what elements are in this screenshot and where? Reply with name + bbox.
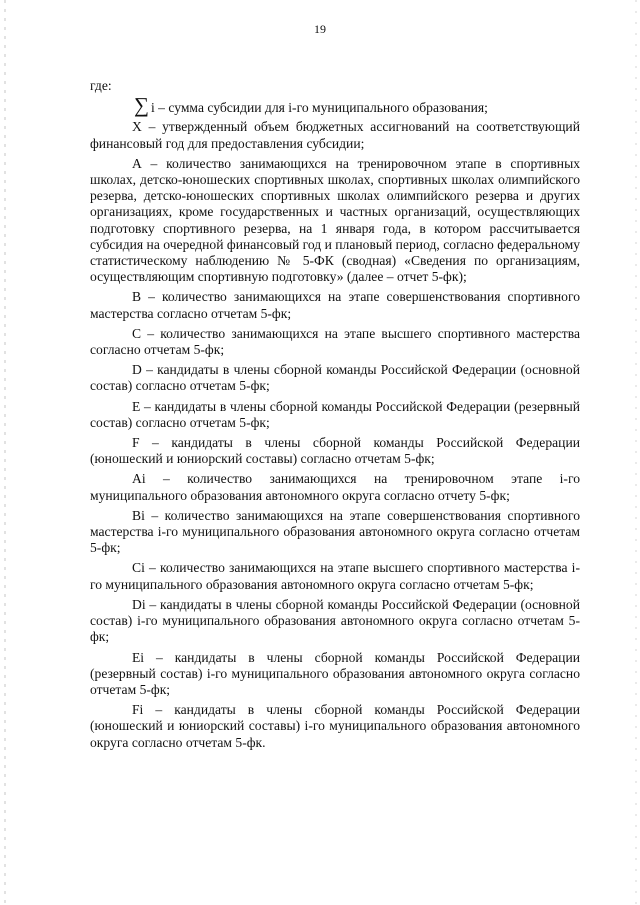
paragraph-di: Di – кандидаты в члены сборной команды Российской Федерации (основной состав) i-го муниципального образования автономного округа согласно отчетам 5-фк; — [90, 596, 580, 645]
paragraph-x: X – утвержденный объем бюджетных ассигнований на соответствующий финансовый год для предоставления субсидии; — [90, 119, 580, 151]
paragraph-c: С – количество занимающихся на этапе высшего спортивного мастерства согласно отчетам 5-фк; — [90, 325, 580, 358]
page-number: 19 — [314, 22, 326, 36]
intro-text: где: — [90, 78, 112, 93]
scan-edge-right — [635, 0, 637, 905]
paragraph-bi: Вi – количество занимающихся на этапе совершенствования спортивного мастерства i-го муниципального образования автономного округа согласно отчетам 5-фк; — [90, 507, 580, 556]
sigma-definition — [90, 93, 580, 118]
paragraph-f: F – кандидаты в члены сборной команды Российской Федерации (юношеский и юниорский составы) согласно отчетам 5-фк; — [90, 435, 580, 467]
paragraph-ei: Ei – кандидаты в члены сборной команды Российской Федерации (резервный состав) i-го муниципального образования автономного округа согласно отчетам 5-фк; — [90, 649, 580, 697]
paragraph-ci: Сi – количество занимающихся на этапе высшего спортивного мастерства i-го муниципального образования автономного округа согласно отчетам 5-фк; — [90, 560, 580, 592]
scan-edge-left — [4, 0, 6, 905]
paragraph-e: E – кандидаты в члены сборной команды Российской Федерации (резервный состав) согласно отчетам 5-фк; — [90, 398, 580, 430]
paragraph-ai: Аi – количество занимающихся на тренировочном этапе i-го муниципального образования автономного округа согласно отчету 5-фк; — [90, 471, 580, 503]
paragraph-a: А – количество занимающихся на тренировочном этапе в спортивных школах, детско-юношеских спортивных школах, спортивных школах олимпийского резерва, детско-юношеских спортивных школах олимпийского резерва и других организациях, кроме государственных и частных организаций, осуществляющих подготовку спортивного резерва, на 1 января года, в котором рассчитывается субсидия на очередной финансовый год и плановый период, согласно федеральному статистическому наблюдению № 5-ФК (сводная) «Сведения по организациям, осуществляющим спортивную подготовку» (далее – отчет 5-фк); — [90, 155, 580, 285]
sigma-symbol: ∑ — [134, 93, 149, 118]
paragraph-b: В – количество занимающихся на этапе совершенствования спортивного мастерства согласно отчетам 5-фк; — [90, 289, 580, 321]
paragraph-fi: Fi – кандидаты в члены сборной команды Российской Федерации (юношеский и юниорский составы) i-го муниципального образования автономного округа согласно отчетам 5-фк. — [90, 702, 580, 750]
document-body — [90, 78, 580, 755]
sigma-definition-text: i – сумма субсидии для i-го муниципального образования; — [150, 100, 488, 116]
paragraph-d: D – кандидаты в члены сборной команды Российской Федерации (основной состав) согласно отчетам 5-фк; — [90, 362, 580, 394]
